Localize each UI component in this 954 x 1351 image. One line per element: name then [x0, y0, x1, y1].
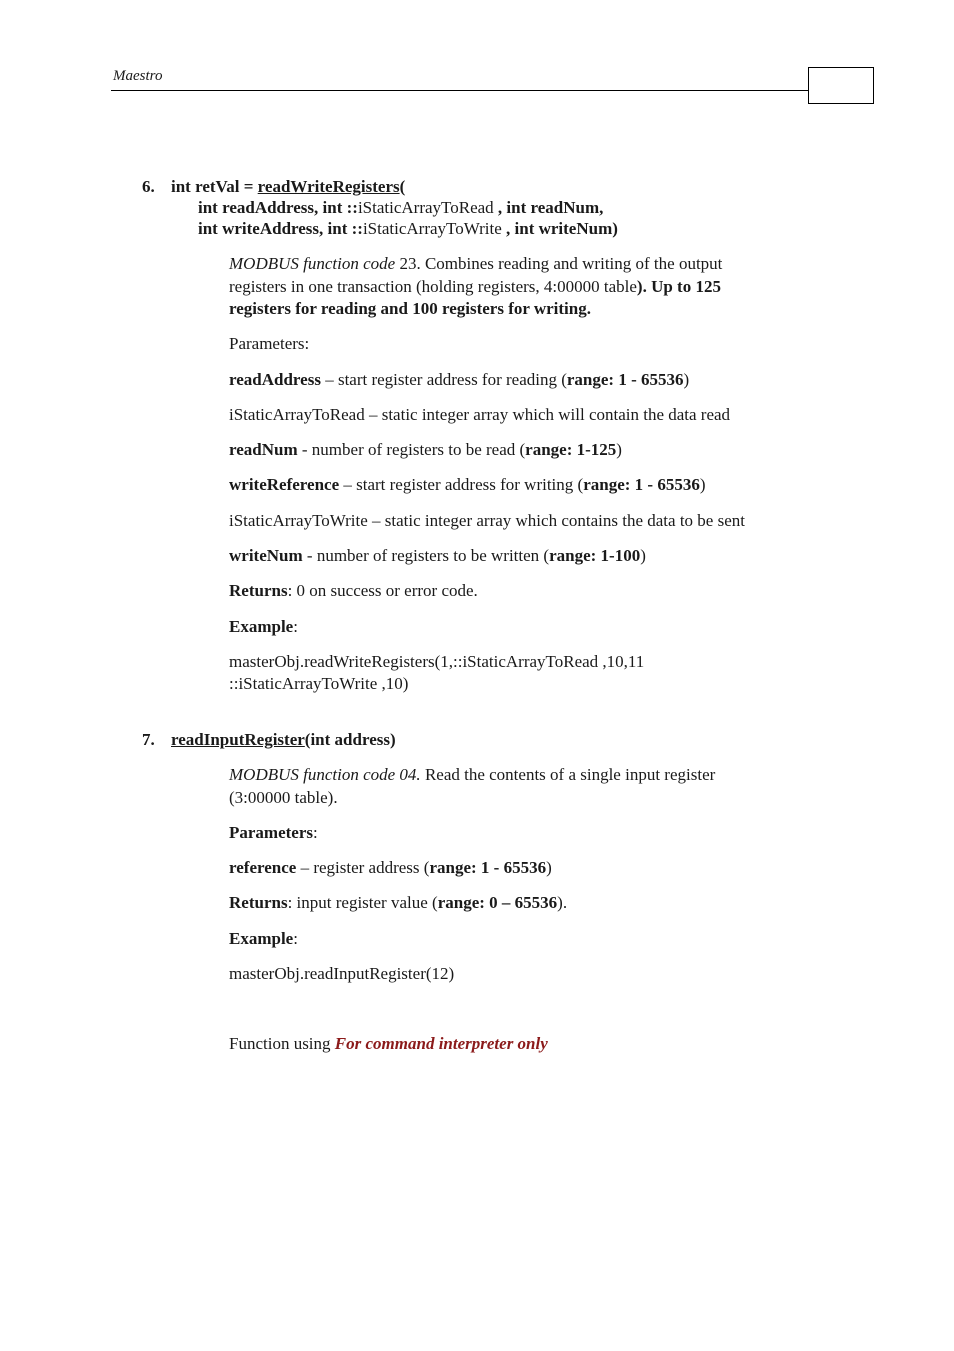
returns-label: Returns — [229, 893, 288, 912]
example-code-line-1: masterObj.readWriteRegisters(1,::iStaticArrayToRead ,10,11 — [229, 652, 645, 671]
param-range: range: 1-125 — [525, 440, 617, 459]
desc-text: 23 — [399, 254, 417, 273]
desc-text: Read the contents of a single input register — [420, 765, 716, 784]
param-read-address — [229, 369, 689, 391]
parameters-label-text: Parameters — [229, 823, 314, 842]
param-text: – register address ( — [296, 858, 430, 877]
command-interpreter-link[interactable]: For command interpreter only — [334, 1034, 548, 1053]
param-text: ) — [546, 858, 552, 877]
param-text: ) — [699, 475, 706, 494]
function-using-line — [229, 1033, 548, 1055]
description-line-2: (3:00000 table). — [229, 788, 338, 807]
signature-line-1 — [171, 176, 405, 198]
desc-text: . Combines reading and writing of the output — [416, 254, 723, 273]
sig-text: iStaticArrayToWrite — [362, 219, 502, 238]
parameters-label: Parameters: — [229, 334, 310, 353]
param-text: ) — [616, 440, 622, 459]
param-text: - number of registers to be written ( — [302, 546, 550, 565]
sig-text: , int writeNum) — [501, 219, 618, 238]
function-using-text: Function using — [229, 1034, 335, 1053]
param-range: range: 1 - 65536 — [566, 370, 684, 389]
returns-text: ). — [557, 893, 568, 912]
param-range: range: 1-100 — [549, 546, 641, 565]
param-write-reference — [229, 474, 706, 496]
page-number-box — [808, 67, 874, 104]
returns-line — [229, 892, 567, 914]
sig-text: (int address) — [304, 730, 396, 749]
example-label-text: Example — [229, 617, 294, 636]
description-line-1 — [229, 253, 722, 275]
param-name: reference — [229, 858, 297, 877]
param-read-num — [229, 439, 622, 461]
example-code: masterObj.readInputRegister(12) — [229, 964, 455, 983]
signature-line-2 — [198, 197, 603, 219]
example-colon: : — [293, 617, 298, 636]
item-number: 6. — [142, 177, 155, 196]
example-label — [229, 928, 298, 950]
param-text: – start register address for writing ( — [339, 475, 584, 494]
param-text: ) — [683, 370, 690, 389]
desc-text: registers in one transaction (holding registers, 4:00000 table — [229, 277, 637, 296]
example-colon: : — [293, 929, 298, 948]
description-line-2 — [229, 276, 721, 298]
sig-text: int readAddress, int :: — [198, 198, 358, 217]
example-label-text: Example — [229, 929, 294, 948]
param-static-array-read: iStaticArrayToRead – static integer array which will contain the data read — [229, 405, 731, 424]
example-label — [229, 616, 298, 638]
parameters-colon: : — [313, 823, 318, 842]
header-rule — [111, 90, 809, 91]
description-line-3: registers for reading and 100 registers for writing. — [229, 299, 591, 318]
sig-text: , int readNum, — [493, 198, 604, 217]
function-name-link[interactable]: readInputRegister — [171, 730, 305, 749]
param-range: range: 1 - 65536 — [583, 475, 700, 494]
function-name-link[interactable]: readWriteRegisters — [257, 177, 400, 196]
sig-text: int writeAddress, int :: — [198, 219, 363, 238]
sig-text: iStaticArrayToRead — [357, 198, 494, 217]
param-static-array-write: iStaticArrayToWrite – static integer array which contains the data to be sent — [229, 511, 745, 530]
param-name: writeReference — [229, 475, 340, 494]
returns-label: Returns — [229, 581, 288, 600]
header-title: Maestro — [113, 68, 163, 84]
parameters-label — [229, 822, 318, 844]
returns-range: range: 0 – 65536 — [437, 893, 558, 912]
param-name: readAddress — [229, 370, 321, 389]
returns-text: : input register value ( — [287, 893, 438, 912]
param-name: writeNum — [229, 546, 303, 565]
param-write-num — [229, 545, 646, 567]
returns-line — [229, 580, 478, 602]
desc-italic: MODBUS function code 04. — [229, 765, 421, 784]
returns-text: : 0 on success or error code. — [287, 581, 478, 600]
param-text: ) — [640, 546, 646, 565]
param-name: readNum — [229, 440, 298, 459]
sig-text: int retVal = — [171, 177, 258, 196]
item-number: 7. — [142, 730, 155, 749]
description-line-1 — [229, 764, 715, 786]
param-range: range: 1 - 65536 — [429, 858, 547, 877]
signature-line — [171, 729, 396, 751]
param-text: - number of registers to be read ( — [297, 440, 526, 459]
desc-italic: MODBUS function code — [229, 254, 400, 273]
param-text: – start register address for reading ( — [320, 370, 567, 389]
sig-text: ( — [399, 177, 406, 196]
example-code-line-2: ::iStaticArrayToWrite ,10) — [229, 674, 409, 693]
desc-bold: ). Up to 125 — [636, 277, 721, 296]
param-reference — [229, 857, 552, 879]
signature-line-3 — [198, 218, 618, 240]
